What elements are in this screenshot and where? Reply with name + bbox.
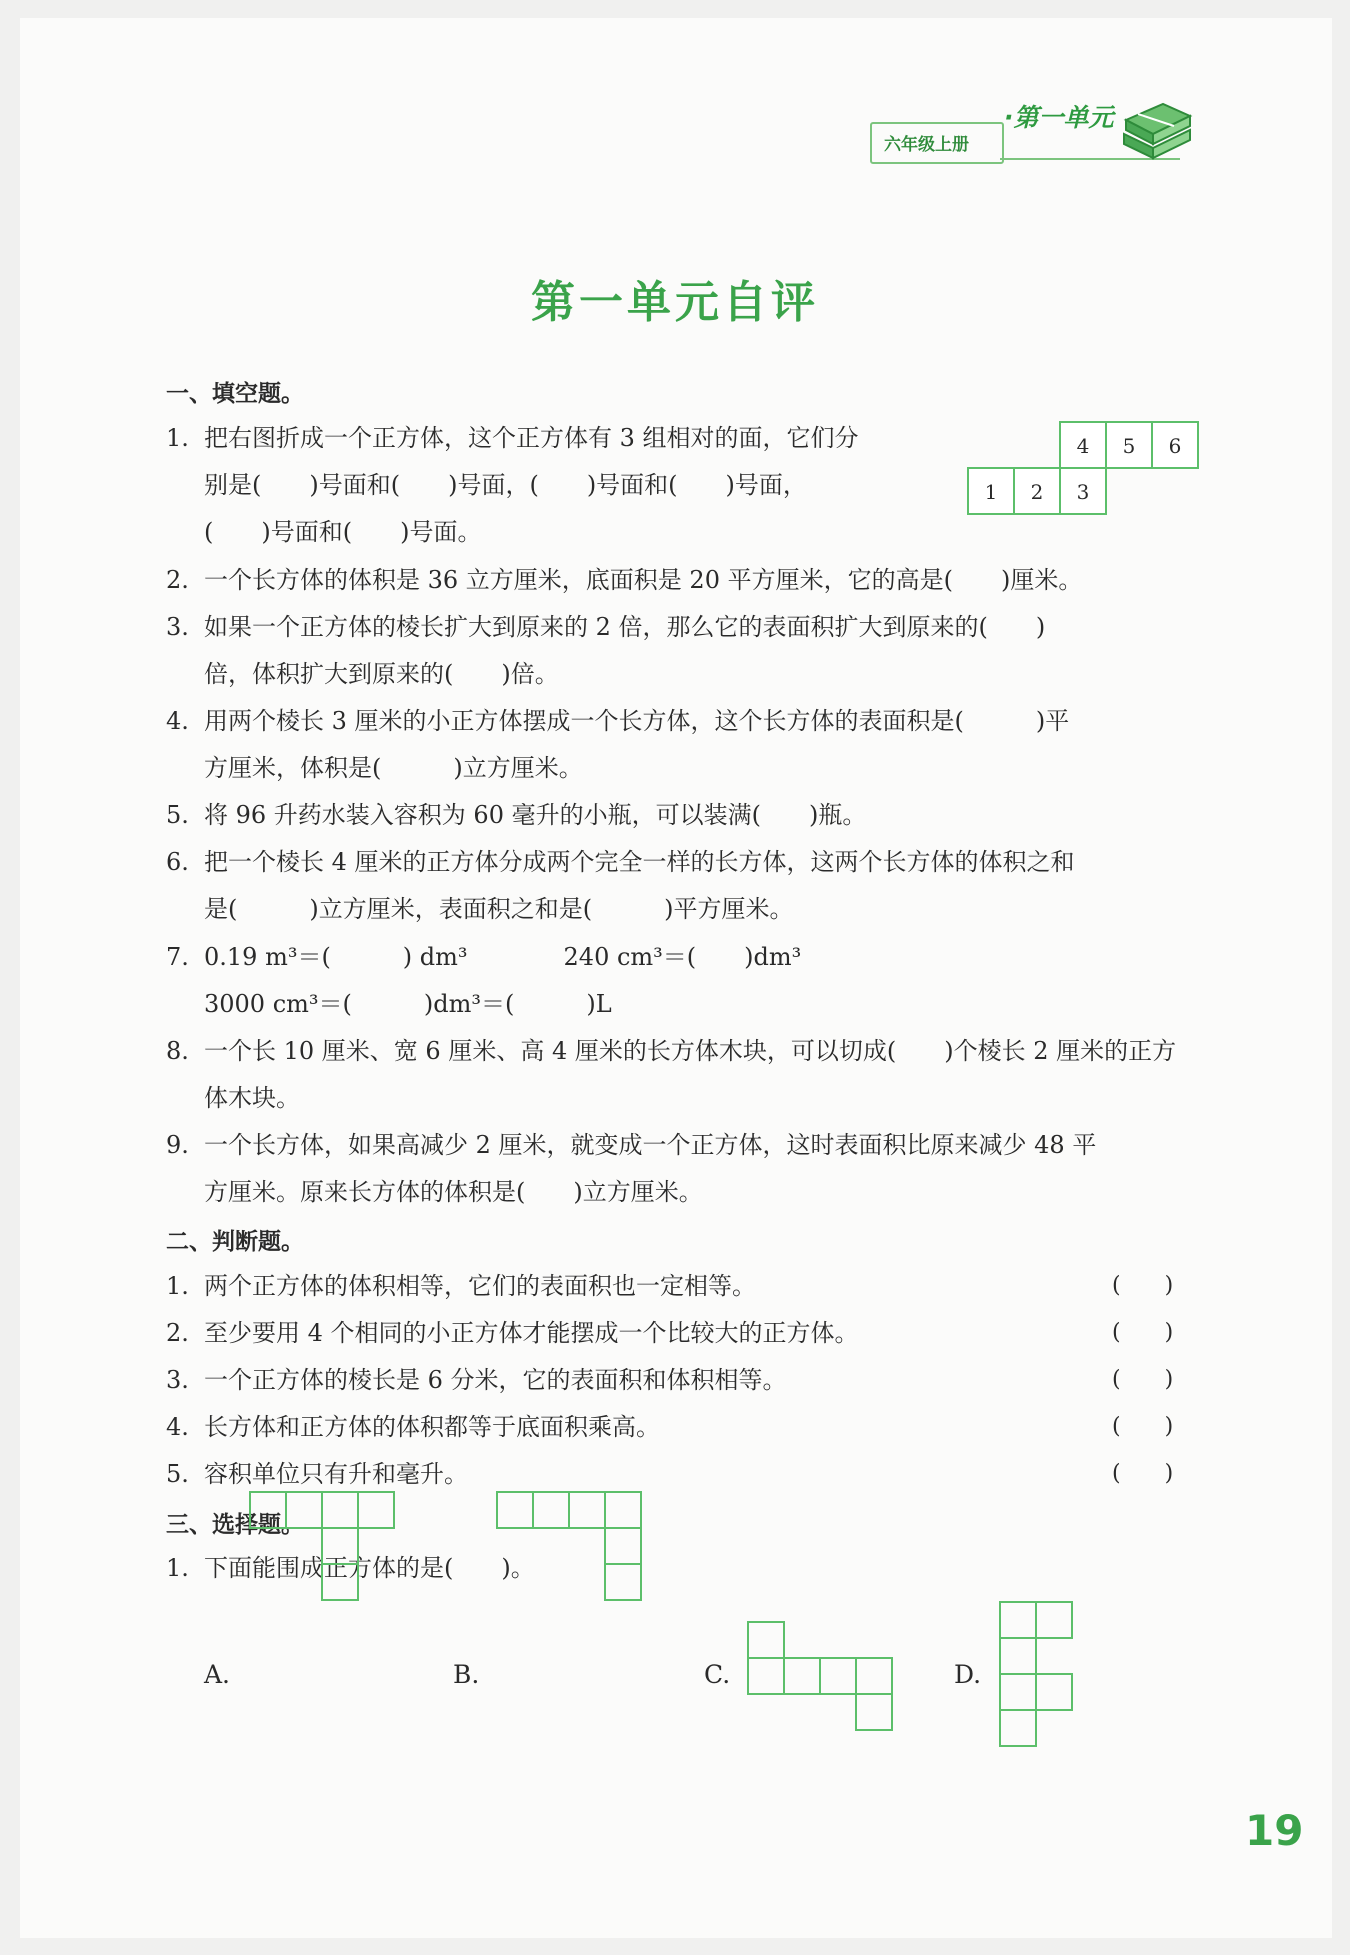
q1-3-text-cont: 倍，体积扩大到原来的( )倍。 <box>204 660 559 688</box>
q1-7-text-cont: 3000 cm³＝( )dm³＝( )L <box>204 990 612 1018</box>
q1-1-text: 把右图折成一个正方体，这个正方体有 3 组相对的面，它们分 <box>204 424 859 452</box>
q1-9-number: 9. <box>166 1131 189 1159</box>
net-label-3: 3 <box>1076 480 1090 504</box>
q1-1-text-cont: 别是( )号面和( )号面，( )号面和( )号面， <box>204 471 807 499</box>
q1-2-text: 一个长方体的体积是 36 立方厘米，底面积是 20 平方厘米，它的高是( )厘米。 <box>204 566 1083 594</box>
net-label-4: 4 <box>1076 434 1090 458</box>
q1-9-text-cont: 方厘米。原来长方体的体积是( )立方厘米。 <box>204 1178 703 1206</box>
q2-1-answer-paren[interactable]: ( ) <box>1112 1273 1174 1298</box>
q1-5-text: 将 96 升药水装入容积为 60 毫升的小瓶，可以装满( )瓶。 <box>204 801 867 829</box>
option-a-label[interactable]: A. <box>204 1660 231 1689</box>
net-label-1: 1 <box>984 480 998 504</box>
q2-2-number: 2. <box>166 1319 189 1347</box>
q2-5-answer-paren[interactable]: ( ) <box>1112 1461 1174 1486</box>
section1-heading: 一、填空题。 <box>166 381 304 407</box>
page-title: 第一单元自评 <box>531 277 819 328</box>
q1-6-text: 把一个棱长 4 厘米的正方体分成两个完全一样的长方体，这两个长方体的体积之和 <box>204 848 1075 876</box>
cube-net-figure <box>966 420 1202 516</box>
q1-3-number: 3. <box>166 613 189 641</box>
q2-3-number: 3. <box>166 1366 189 1394</box>
option-b-net[interactable] <box>495 1490 645 1640</box>
q1-6-text-cont: 是( )立方厘米，表面积之和是( )平方厘米。 <box>204 895 794 923</box>
q1-4-number: 4. <box>166 707 189 735</box>
option-a-net[interactable] <box>248 1490 398 1740</box>
q1-1-text-cont2: ( )号面和( )号面。 <box>204 518 482 546</box>
q2-3-text: 一个正方体的棱长是 6 分米，它的表面积和体积相等。 <box>204 1366 787 1394</box>
books-icon <box>1118 90 1193 162</box>
q1-6-number: 6. <box>166 848 189 876</box>
net-label-2: 2 <box>1030 480 1044 504</box>
option-b-label[interactable]: B. <box>453 1660 480 1689</box>
q2-1-number: 1. <box>166 1272 189 1300</box>
q1-3-text: 如果一个正方体的棱长扩大到原来的 2 倍，那么它的表面积扩大到原来的( ) <box>204 613 1046 641</box>
net-label-5: 5 <box>1122 434 1136 458</box>
q1-8-text-cont: 体木块。 <box>204 1084 300 1112</box>
q1-4-text-cont: 方厘米，体积是( )立方厘米。 <box>204 754 583 782</box>
section2-heading: 二、判断题。 <box>166 1229 304 1255</box>
q2-4-number: 4. <box>166 1413 189 1441</box>
q1-7-number: 7. <box>166 943 189 971</box>
q2-5-number: 5. <box>166 1460 189 1488</box>
q1-4-text: 用两个棱长 3 厘米的小正方体摆成一个长方体，这个长方体的表面积是( )平 <box>204 707 1070 735</box>
q3-1-text: 下面能围成正方体的是( )。 <box>204 1554 535 1582</box>
q1-8-text: 一个长 10 厘米、宽 6 厘米、高 4 厘米的长方体木块，可以切成( )个棱长 2 厘米的正方 <box>204 1037 1177 1065</box>
q2-4-text: 长方体和正方体的体积都等于底面积乘高。 <box>204 1413 660 1441</box>
q1-2-number: 2. <box>166 566 189 594</box>
q2-1-text: 两个正方体的体积相等，它们的表面积也一定相等。 <box>204 1272 756 1300</box>
grade-label: 六年级上册 <box>884 135 969 155</box>
q2-4-answer-paren[interactable]: ( ) <box>1112 1414 1174 1439</box>
q2-2-answer-paren[interactable]: ( ) <box>1112 1320 1174 1345</box>
option-c-net[interactable] <box>746 1620 896 1735</box>
q3-1-number: 1. <box>166 1554 189 1582</box>
page-number: 19 <box>1245 1806 1304 1855</box>
option-d-net[interactable] <box>998 1600 1078 1752</box>
q1-8-number: 8. <box>166 1037 189 1065</box>
q1-9-text: 一个长方体，如果高减少 2 厘米，就变成一个正方体，这时表面积比原来减少 48 平 <box>204 1131 1097 1159</box>
option-d-label[interactable]: D. <box>954 1660 982 1689</box>
q2-2-text: 至少要用 4 个相同的小正方体才能摆成一个比较大的正方体。 <box>204 1319 859 1347</box>
q2-5-text: 容积单位只有升和毫升。 <box>204 1460 468 1488</box>
q1-1-number: 1. <box>166 424 189 452</box>
q1-5-number: 5. <box>166 801 189 829</box>
q2-3-answer-paren[interactable]: ( ) <box>1112 1367 1174 1392</box>
unit-label: ·第一单元 <box>1004 103 1114 132</box>
q1-7-text: 0.19 m³＝( ) dm³ 240 cm³＝( )dm³ <box>204 943 802 971</box>
option-c-label[interactable]: C. <box>704 1660 731 1689</box>
section3-heading: 三、选择题。 <box>166 1512 304 1538</box>
net-label-6: 6 <box>1168 434 1182 458</box>
